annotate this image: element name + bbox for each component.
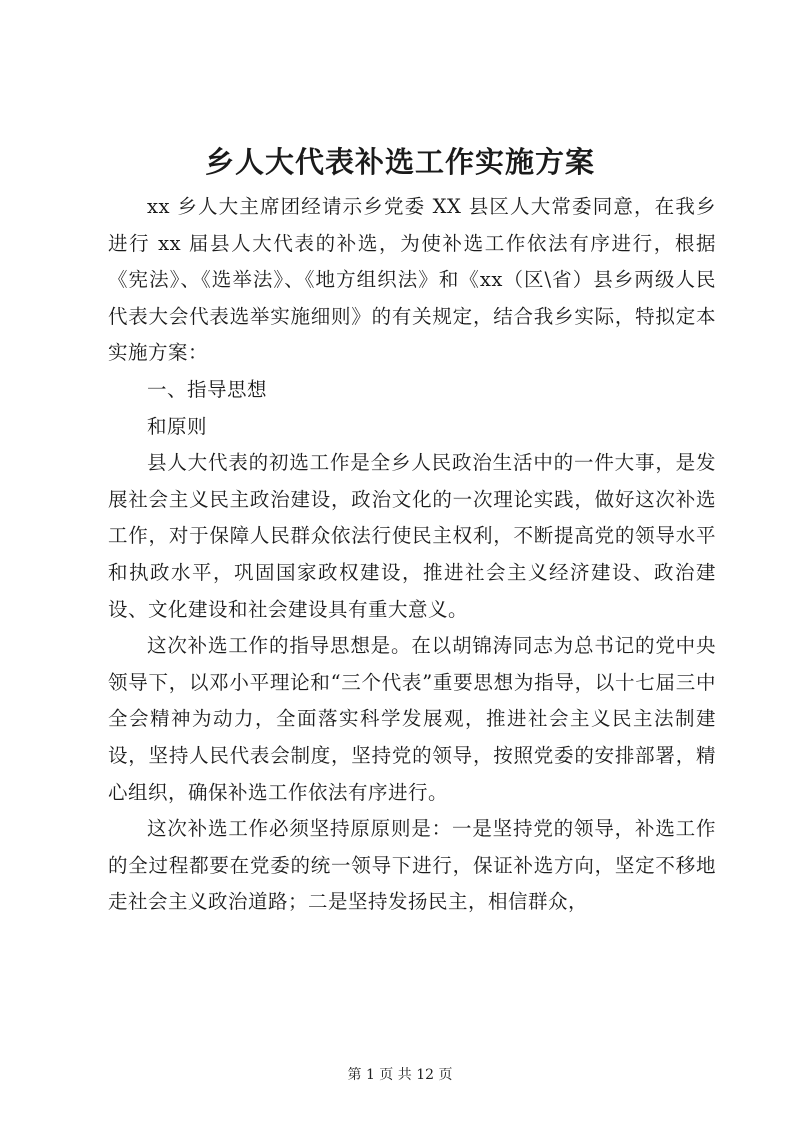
page-number-footer: 第 1 页 共 12 页 [347,1067,453,1083]
intro-paragraph: xx 乡人大主席团经请示乡党委 XX 县区人大常委同意，在我乡进行 xx 届县人大代表的补选，为使补选工作依法有序进行，根据《宪法》、《选举法》、《地方组织法》和《xx（区\省）县乡两级人民代表大会代表选举实施细则》的有关规定，结合我乡实际，特拟定本实施方案： [108,195,716,365]
section-heading-continued: 和原则 [147,414,208,438]
principles-paragraph: 这次补选工作必须坚持原原则是：一是坚持党的领导，补选工作的全过程都要在党委的统一领导下进行，保证补选方向，坚定不移地走社会主义政治道路；二是坚持发扬民主，相信群众， [108,817,716,914]
guiding-thought-paragraph: 这次补选工作的指导思想是。在以胡锦涛同志为总书记的党中央领导下，以邓小平理论和“三个代表”重要思想为指导，以十七届三中全会精神为动力，全面落实科学发展观，推进社会主义民主法制建设，坚持人民代表会制度，坚持党的领导，按照党委的安排部署，精心组织，确保补选工作依法有序进行。 [108,634,716,804]
document-title: 乡人大代表补选工作实施方案 [204,145,595,179]
section-heading: 一、指导思想 [147,377,268,401]
document-body [108,189,716,921]
significance-paragraph: 县人大代表的初选工作是全乡人民政治生活中的一件大事，是发展社会主义民主政治建设，政治文化的一次理论实践，做好这次补选工作，对于保障人民群众依法行使民主权利，不断提高党的领导水平和执政水平，巩固国家政权建设，推进社会主义经济建设、政治建设、文化建设和社会建设具有重大意义。 [108,451,716,621]
